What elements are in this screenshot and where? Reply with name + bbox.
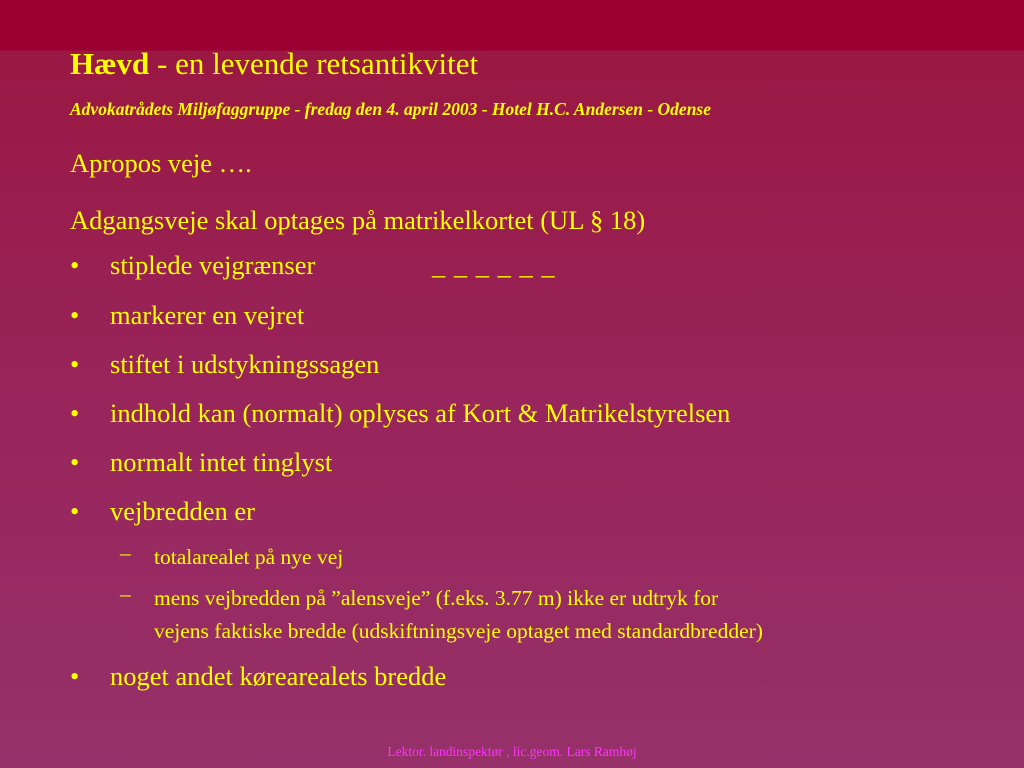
bullet-text: noget andet kørearealets bredde (110, 661, 447, 691)
bullet-text: stiftet i udstykningssagen (110, 349, 380, 379)
bullet-marker: • (70, 250, 80, 280)
bullet-text: indhold kan (normalt) oplyses af Kort & Matrikelstyrelsen (110, 398, 731, 428)
slide-subtitle: Advokatrådets Miljøfaggruppe - fredag den 4. april 2003 - Hotel H.C. Andersen - Odense (70, 99, 712, 119)
slide-footer: Lektor. landinspektør , lic.geom. Lars Ramhøj (387, 744, 637, 759)
heading-apropos: Apropos veje …. (70, 148, 252, 178)
bullet-marker: • (70, 661, 80, 691)
slide-title-bold: Hævd (70, 46, 150, 81)
heading-adgangsveje: Adgangsveje skal optages på matrikelkortet (UL § 18) (70, 205, 646, 235)
sub-bullet-marker: – (120, 582, 131, 606)
bullet-marker: • (70, 496, 80, 526)
bullet-marker: • (70, 300, 80, 330)
bullet-text: normalt intet tinglyst (110, 447, 333, 477)
slide-title (70, 46, 478, 82)
dashed-line-sample: _ _ _ _ _ _ (432, 250, 556, 280)
bullet-text: vejbredden er (110, 496, 255, 526)
bullet-marker: • (70, 349, 80, 379)
bullet-text: stiplede vejgrænser (110, 250, 316, 280)
sub-bullet-marker: – (120, 541, 131, 565)
sub-bullet-text: vejens faktiske bredde (udskiftningsveje optaget med standardbredder) (154, 619, 763, 643)
bullet-text: markerer en vejret (110, 300, 305, 330)
sub-bullet-text: mens vejbredden på ”alensveje” (f.eks. 3.77 m) ikke er udtryk for (154, 586, 719, 610)
bullet-marker: • (70, 447, 80, 477)
sub-bullet-text: totalarealet på nye vej (154, 545, 344, 569)
bullet-marker: • (70, 398, 80, 428)
slide-title-rest: - en levende retsantikvitet (149, 46, 479, 81)
